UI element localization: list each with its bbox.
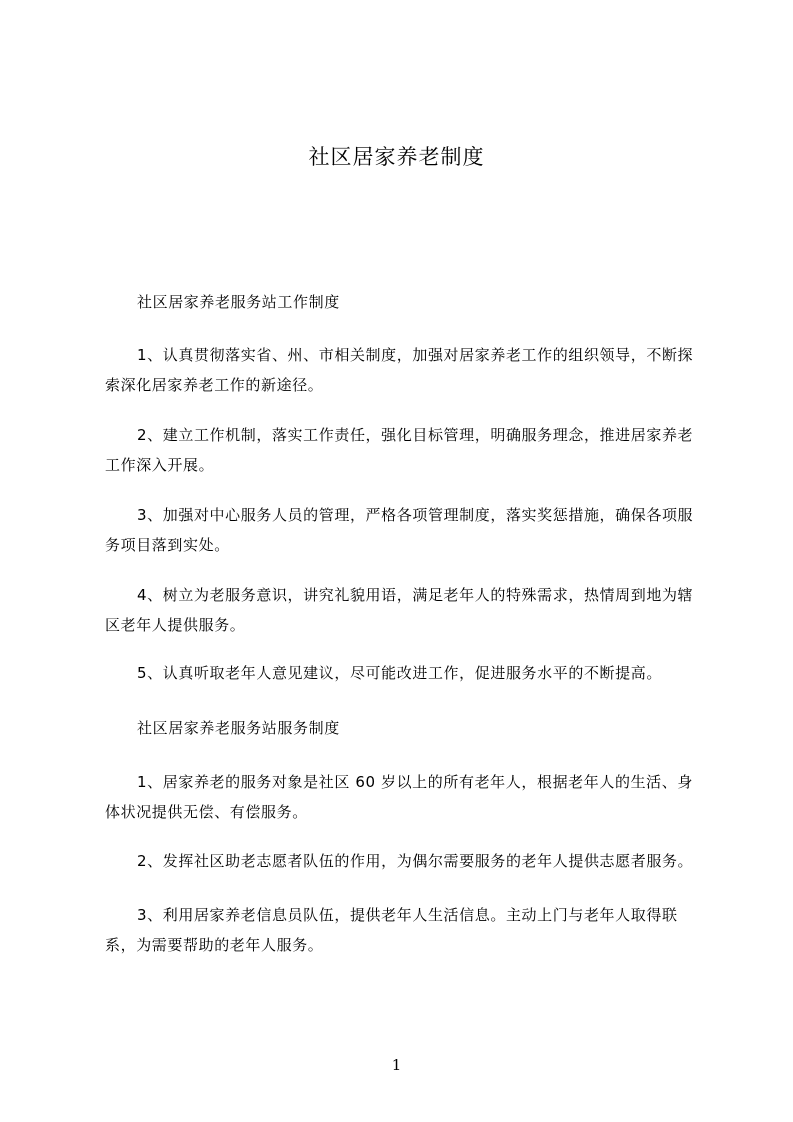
- section1-item-4: 4、树立为老服务意识，讲究礼貌用语，满足老年人的特殊需求，热情周到地为辖区老年人提供服务。: [105, 586, 694, 634]
- document-title: 社区居家养老制度: [308, 145, 485, 169]
- section2-item-2: 2、发挥社区助老志愿者队伍的作用，为偶尔需要服务的老年人提供志愿者服务。: [137, 852, 694, 870]
- section1-heading: 社区居家养老服务站工作制度: [137, 293, 340, 311]
- section1-item-1: 1、认真贯彻落实省、州、市相关制度，加强对居家养老工作的组织领导，不断探索深化居家养老工作的新途径。: [105, 346, 694, 394]
- page-number: 1: [391, 1056, 402, 1074]
- section1-item-5: 5、认真听取老年人意见建议，尽可能改进工作，促进服务水平的不断提高。: [137, 664, 662, 682]
- section1-item-2: 2、建立工作机制，落实工作责任，强化目标管理，明确服务理念，推进居家养老工作深入开展。: [105, 426, 694, 474]
- section2-heading: 社区居家养老服务站服务制度: [137, 719, 340, 737]
- section1-item-3: 3、加强对中心服务人员的管理，严格各项管理制度，落实奖惩措施，确保各项服务项目落到实处。: [105, 506, 694, 554]
- section2-item-3: 3、利用居家养老信息员队伍，提供老年人生活信息。主动上门与老年人取得联系，为需要帮助的老年人服务。: [105, 906, 678, 954]
- section2-item-1: 1、居家养老的服务对象是社区 60 岁以上的所有老年人，根据老年人的生活、身体状况提供无偿、有偿服务。: [105, 773, 693, 821]
